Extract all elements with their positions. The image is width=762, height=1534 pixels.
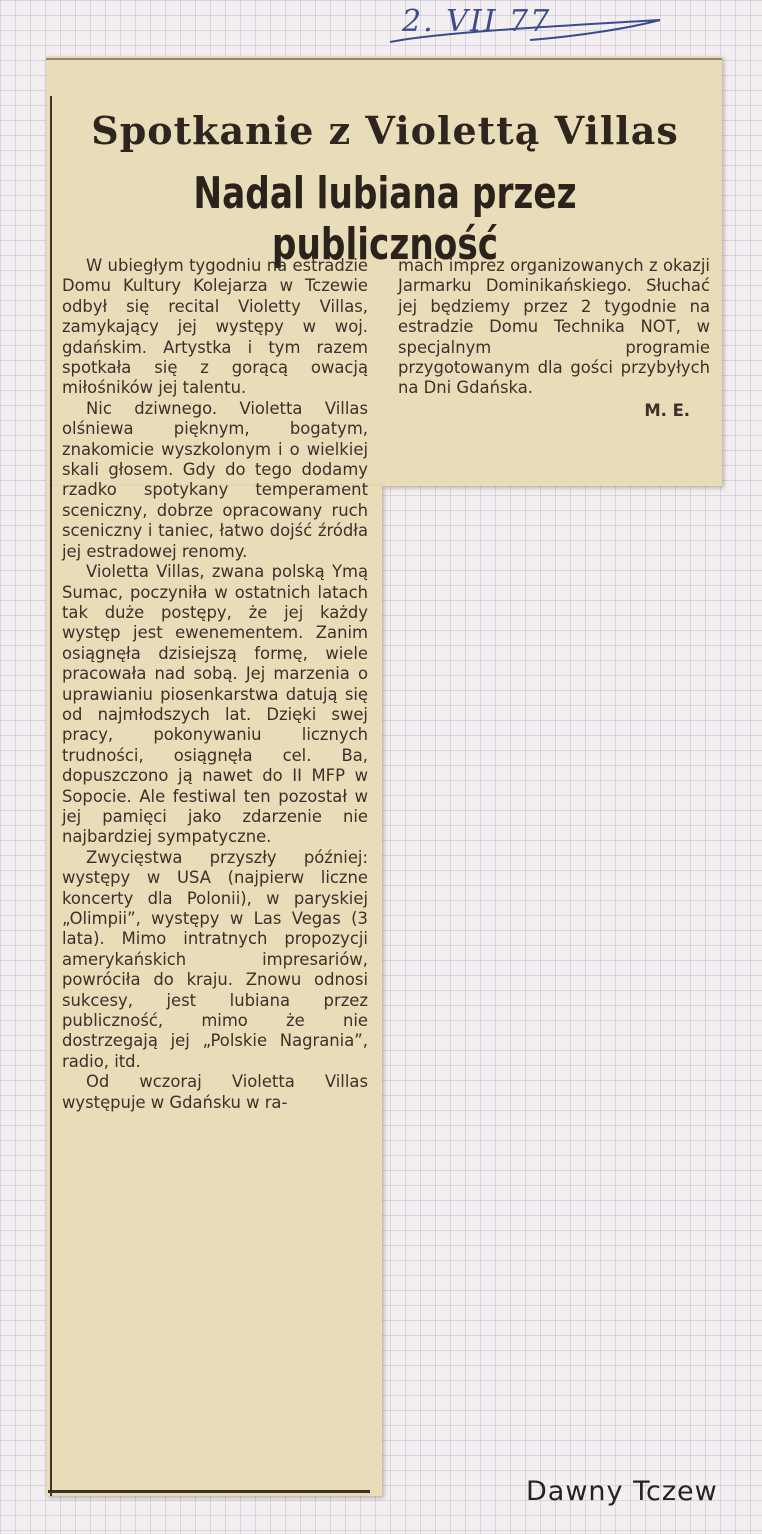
- column-rule-bottom: [48, 1490, 370, 1493]
- article-column-2: [398, 256, 710, 421]
- clipping-top-edge: [46, 58, 722, 60]
- paragraph: Zwycięstwa przyszły później: występy w USA (najpierw liczne koncerty dla Polonii), w paryskiej „Olimpii”, występy w Las Vegas (3 lata). Mimo intratnych propozycji amerykańskich impresariów, powróciła do kraju. Znowu odnosi sukcesy, jest lubiana przez publiczność, mimo że nie dostrzegają jej „Polskie Nagrania”, radio, itd.: [62, 847, 368, 1071]
- paragraph: Violetta Villas, zwana polską Ymą Sumac, poczyniła w ostatnich latach tak duże postępy, że jej każdy występ jest ewenementem. Zanim osiągnęła dzisiejszą formę, wiele pracowała nad sobą. Jej marzenia o uprawianiu piosenkarstwa datują się od najmłodszych lat. Dzięki swej pracy, pokonywaniu licznych trudności, osiągnęła cel. Ba, dopuszczono ją nawet do II MFP w Sopocie. Ale festiwal ten pozostał w jej pamięci jako zdarzenie nie najbardziej sympatyczne.: [62, 562, 368, 847]
- paragraph: Od wczoraj Violetta Villas występuje w Gdańsku w ra-: [62, 1072, 368, 1112]
- article-headline: Nadal lubiana przez publiczność: [193, 168, 577, 270]
- article-kicker: Spotkanie z Violettą Villas: [91, 108, 679, 153]
- paragraph: mach imprez organizowanych z okazji Jarmarku Dominikańskiego. Słuchać jej będziemy przez 2 tygodnie na estradzie Domu Technika NOT, w specjalnym programie przygotowanym dla gości przybyłych na Dni Gdańska.: [398, 256, 710, 398]
- paragraph: W ubiegłym tygodniu na estradzie Domu Kultury Kolejarza w Tczewie odbył się recital Violetty Villas, zamykający jej występy w woj. gdańskim. Artystka i tym razem spotkała się z gorącą owacją miłośników jej talentu.: [62, 256, 368, 398]
- article-column-1: [62, 256, 368, 1113]
- author-signature: M. E.: [644, 400, 690, 420]
- handwritten-date: [380, 2, 660, 50]
- watermark: Dawny Tczew: [526, 1476, 718, 1507]
- column-rule-left: [50, 96, 52, 1496]
- handwritten-date-text: 2. VII 77: [402, 4, 552, 39]
- paragraph: Nic dziwnego. Violetta Villas olśniewa pięknym, bogatym, znakomicie wyszkolonym i o wielkiej skali głosem. Gdy do tego dodamy rzadko spotykany temperament sceniczny, dobrze opracowany ruch sceniczny i taniec, łatwo dojść źródła jej estradowej renomy.: [62, 398, 368, 561]
